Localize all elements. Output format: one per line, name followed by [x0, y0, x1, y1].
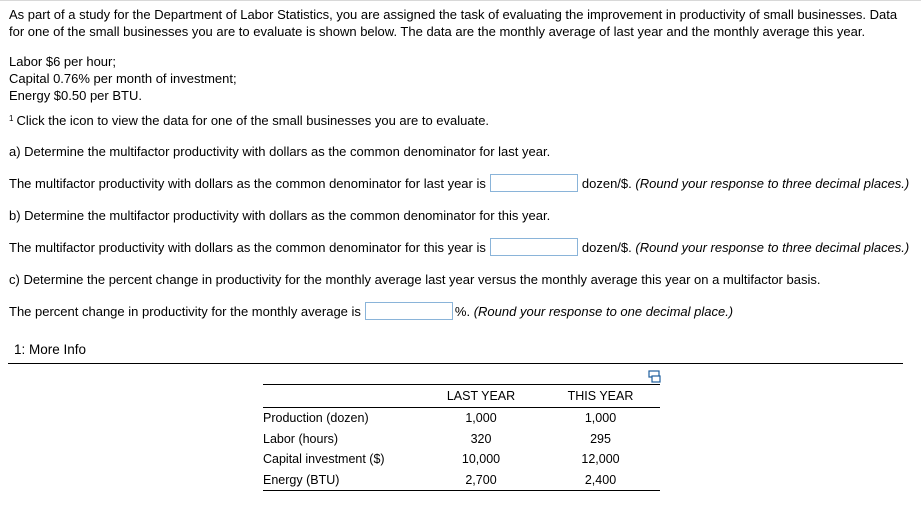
- table-row: [263, 470, 660, 491]
- question-a-row: [9, 173, 909, 193]
- top-divider: [0, 0, 921, 1]
- question-b-heading: b) Determine the multifactor productivity with dollars as the common denominator for this year.: [9, 208, 551, 223]
- question-a-heading: a) Determine the multifactor productivity with dollars as the common denominator for last year.: [9, 144, 551, 159]
- question-b-unit: dozen/$.: [581, 239, 632, 255]
- this-year-value: 1,000: [541, 408, 660, 429]
- energy-cost: Energy $0.50 per BTU.: [9, 88, 142, 103]
- last-year-value: 2,700: [421, 470, 541, 491]
- question-b-prompt: The multifactor productivity with dollars as the common denominator for this year is: [9, 239, 486, 255]
- question-c-heading: c) Determine the percent change in productivity for the monthly average last year versus the monthly average this year on a multifactor basis.: [9, 272, 821, 287]
- table-row: [263, 408, 660, 429]
- cost-list: [9, 53, 237, 104]
- row-label: Production (dozen): [263, 408, 421, 429]
- footnote-text: Click the icon to view the data for one of the small businesses you are to evaluate.: [16, 113, 490, 128]
- question-a-prompt: The multifactor productivity with dollars as the common denominator for last year is: [9, 175, 486, 191]
- question-a-hint: (Round your response to three decimal places.): [635, 175, 910, 191]
- table-row: [263, 449, 660, 470]
- this-year-value: 12,000: [581, 452, 620, 467]
- intro-paragraph: [9, 6, 897, 40]
- last-year-value: 1,000: [421, 408, 541, 429]
- question-b-row: [9, 237, 909, 257]
- row-label: Labor (hours): [263, 431, 339, 446]
- footnote-marker[interactable]: 1: [9, 114, 14, 123]
- labor-cost: Labor $6 per hour;: [9, 54, 116, 69]
- question-c-hint: (Round your response to one decimal place.): [473, 303, 734, 319]
- capital-cost: Capital 0.76% per month of investment;: [9, 71, 237, 86]
- this-year-value: 2,400: [541, 470, 660, 491]
- copy-icon[interactable]: [648, 370, 662, 383]
- this-year-value: 295: [590, 431, 611, 446]
- table-header-row: [263, 385, 660, 408]
- last-year-value: 320: [470, 431, 492, 446]
- last-year-value: 10,000: [461, 452, 501, 467]
- row-label: Capital investment ($): [263, 452, 385, 467]
- table-header-blank: [263, 385, 421, 408]
- table-row: [263, 429, 660, 450]
- intro-line-2: for one of the small businesses you are to evaluate is shown below. The data are the monthly average of last year and the monthly average this year.: [9, 24, 866, 39]
- question-a-unit: dozen/$.: [581, 175, 632, 191]
- more-info-divider: [8, 363, 903, 364]
- table-header-this-year: THIS YEAR: [567, 389, 634, 403]
- answer-a-input[interactable]: [490, 174, 578, 192]
- answer-c-input[interactable]: [365, 302, 453, 320]
- question-c-unit: %.: [454, 303, 471, 319]
- answer-b-input[interactable]: [490, 238, 578, 256]
- footnote: [9, 112, 489, 129]
- question-c-row: [9, 301, 733, 321]
- row-label: Energy (BTU): [263, 470, 421, 491]
- more-info-title: 1: More Info: [14, 342, 87, 357]
- intro-line-1: As part of a study for the Department of Labor Statistics, you are assigned the task of evaluating the improvement in productivity of small businesses. Data: [9, 7, 898, 22]
- question-c-prompt: The percent change in productivity for the monthly average is: [9, 303, 361, 319]
- table-header-last-year: LAST YEAR: [446, 389, 516, 403]
- business-data-table: [263, 384, 660, 491]
- question-b-hint: (Round your response to three decimal places.): [635, 239, 910, 255]
